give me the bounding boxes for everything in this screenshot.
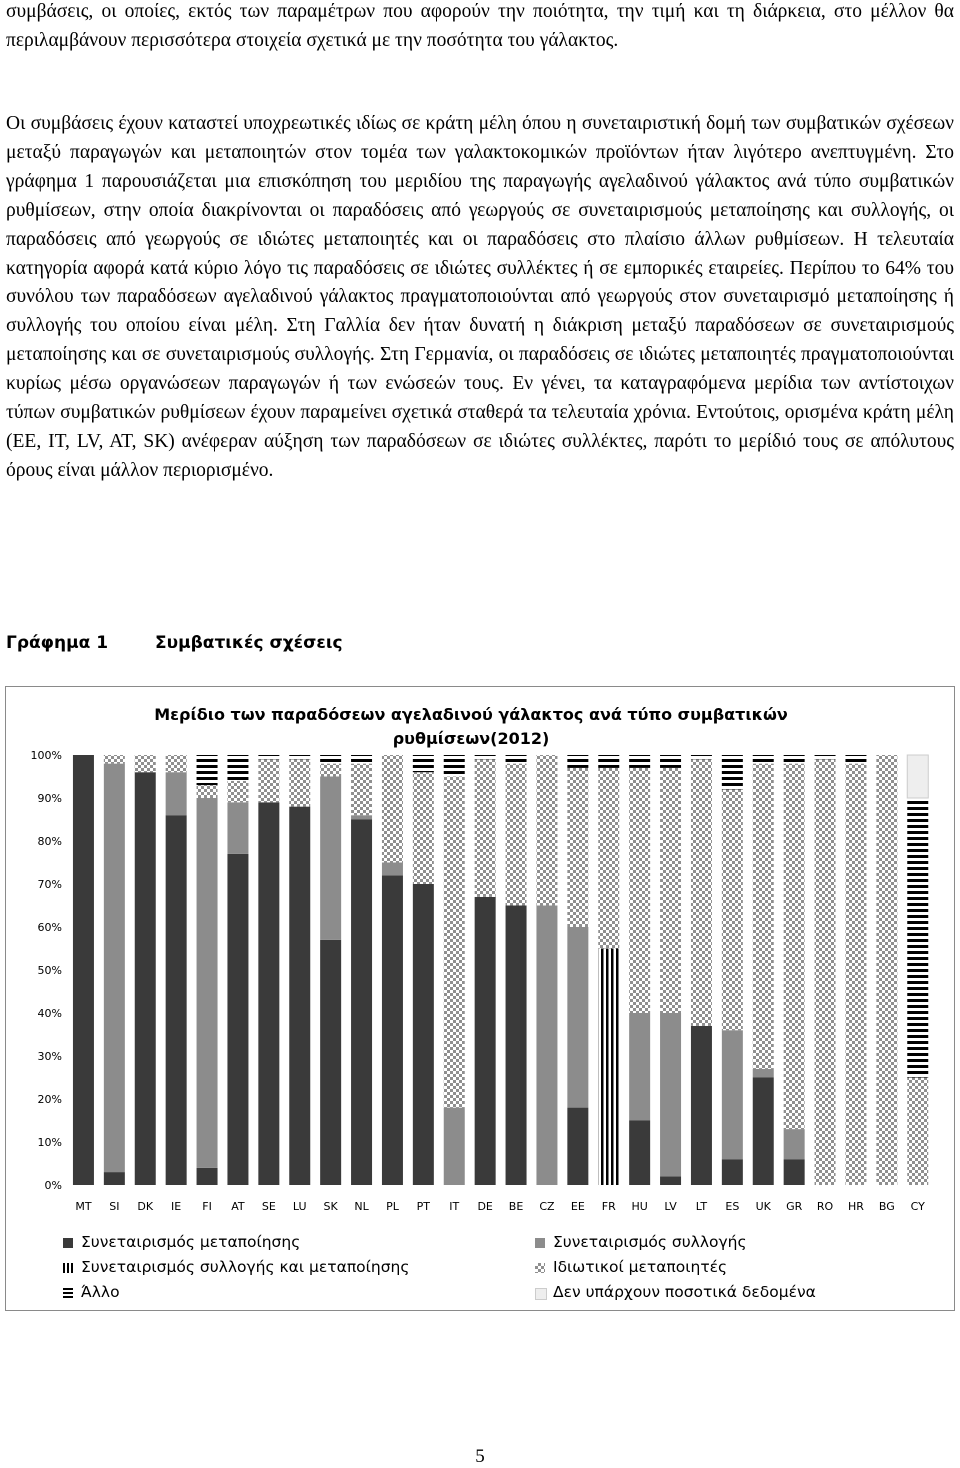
bar-segment-LT-3 bbox=[691, 759, 712, 1026]
x-tick-label: MT bbox=[75, 1200, 92, 1213]
legend-item bbox=[553, 1233, 747, 1251]
x-tick-label: CZ bbox=[539, 1200, 555, 1213]
bar-segment-EE-3 bbox=[567, 768, 588, 927]
legend-label: Συνεταιρισμός μεταποίησης bbox=[81, 1233, 301, 1251]
legend-label: Συνεταιρισμός συλλογής και μεταποίησης bbox=[81, 1258, 410, 1276]
bar-segment-CZ-1 bbox=[536, 906, 557, 1186]
y-tick-label: 30% bbox=[37, 1050, 62, 1063]
bar-segment-FR-2 bbox=[598, 949, 619, 1186]
x-tick-label: BG bbox=[878, 1200, 895, 1213]
x-tick-label: NL bbox=[354, 1200, 369, 1213]
bar-segment-GR-3 bbox=[784, 764, 805, 1130]
bar-segment-ES-1 bbox=[722, 1030, 743, 1159]
bar-segment-LT-4 bbox=[691, 755, 712, 759]
bar-segment-IT-1 bbox=[444, 1108, 465, 1185]
bar-segment-DE-4 bbox=[475, 755, 496, 759]
legend-swatch bbox=[63, 1288, 73, 1298]
bar-segment-LV-1 bbox=[660, 1013, 681, 1176]
y-tick-label: 20% bbox=[37, 1093, 62, 1106]
paragraph-2: Οι συμβάσεις έχουν καταστεί υποχρεωτικές ιδίως σε κράτη μέλη όπου η συνεταιριστική δομή των συμβατικών σχέσεων μεταξύ παραγωγών και μεταποιητών στον τομέα των γαλακτοκομικών προϊόντων ήταν λιγότερο ανεπτυγμένη. Στο γράφημα 1 παρουσιάζεται μια επισκόπηση του μεριδίου της παραγωγής αγελαδινού γάλακτος ανά τύπο συμβατικών ρυθμίσεων, στην οποία διακρίνονται οι παραδόσεις από γεωργούς σε συνεταιρισμούς μεταποίησης και συλλογής, οι παραδόσεις από γεωργούς σε ιδιώτες μεταποιητές και οι παραδόσεις στο πλαίσιο άλλων ρυθμίσεων. Η τελευταία κατηγορία αφορά κατά κύριο λόγο τις παραδόσεις σε ιδιώτες συλλέκτες ή σε εμπορικές εταιρείες. Περίπου το 64% του συνόλου των παραδόσεων αγελαδινού γάλακτος πραγματοποιούνται από γεωργούς στον συνεταιρισμό μεταποίησης ή συλλογής του οποίου είναι μέλη. Στη Γαλλία δεν ήταν δυνατή η διάκριση μεταξύ παραδόσεων σε συνεταιρισμούς μεταποίησης και σε συνεταιρισμούς συλλογής. Στη Γερμανία, οι παραδόσεις σε ιδιώτες μεταποιητές πραγματοποιούνται κυρίως μέσω οργανώσεων παραγωγών ή των ενώσεών τους. Εν γένει, τα καταγραφόμενα μερίδια των αντίστοιχων τύπων συμβατικών ρυθμίσεων έχουν παραμείνει σχετικά σταθερά τα τελευταία χρόνια. Εντούτοις, ορισμένα κράτη μέλη (EE, IT, LV, AT, SK) ανέφεραν αύξηση των παραδόσεων σε ιδιώτες συλλέκτες, παρότι το μερίδιό τους σε απόλυτους όρους είναι μάλλον περιορισμένο. bbox=[6, 113, 954, 481]
bar-segment-DK-0 bbox=[135, 772, 156, 1185]
x-tick-label: LV bbox=[664, 1200, 677, 1213]
bar-segment-ES-3 bbox=[722, 789, 743, 1030]
x-tick-label: PL bbox=[386, 1200, 399, 1213]
bar-segment-RO-3 bbox=[815, 759, 836, 1185]
bar-segment-UK-3 bbox=[753, 764, 774, 1069]
bar-segment-SI-3 bbox=[104, 755, 125, 764]
bar-segment-NL-1 bbox=[351, 815, 372, 819]
bar-segment-FR-3 bbox=[598, 768, 619, 949]
bar-segment-CY-5 bbox=[907, 755, 928, 798]
bar-segment-AT-1 bbox=[227, 802, 248, 854]
bar-segment-SI-0 bbox=[104, 1172, 125, 1185]
page-number: 5 bbox=[475, 1446, 485, 1467]
x-tick-label: SE bbox=[261, 1200, 276, 1213]
x-tick-label: HR bbox=[847, 1200, 864, 1213]
bar-segment-UK-1 bbox=[753, 1069, 774, 1078]
bar-segment-DE-3 bbox=[475, 759, 496, 897]
legend-item bbox=[81, 1283, 120, 1301]
legend-label: Δεν υπάρχουν ποσοτικά δεδομένα bbox=[553, 1283, 816, 1301]
bar-segment-EE-1 bbox=[567, 927, 588, 1108]
bar-segment-PL-1 bbox=[382, 863, 403, 876]
legend-swatch bbox=[63, 1263, 73, 1273]
stacked-bar-chart bbox=[6, 687, 954, 1310]
bar-segment-BE-3 bbox=[506, 764, 527, 906]
bar-segment-GR-1 bbox=[784, 1129, 805, 1159]
chart-frame bbox=[5, 686, 955, 1311]
legend-label: Άλλο bbox=[81, 1283, 120, 1301]
bar-segment-SK-3 bbox=[320, 764, 341, 777]
bar-segment-GR-4 bbox=[784, 755, 805, 764]
x-tick-label: SK bbox=[323, 1200, 338, 1213]
y-tick-label: 60% bbox=[37, 921, 62, 934]
x-tick-label: BE bbox=[508, 1200, 524, 1213]
bar-segment-SI-1 bbox=[104, 764, 125, 1173]
bar-segment-RO-4 bbox=[815, 755, 836, 759]
bar-segment-IE-1 bbox=[166, 772, 187, 815]
y-tick-label: 40% bbox=[37, 1007, 62, 1020]
bar-segment-NL-4 bbox=[351, 755, 372, 764]
x-tick-label: FR bbox=[601, 1200, 616, 1213]
x-tick-label: UK bbox=[755, 1200, 771, 1213]
bar-segment-LU-3 bbox=[289, 759, 310, 806]
bar-segment-BG-3 bbox=[876, 755, 897, 1185]
y-tick-label: 50% bbox=[37, 964, 62, 977]
bar-segment-PL-3 bbox=[382, 755, 403, 863]
bar-segment-EE-0 bbox=[567, 1108, 588, 1185]
bar-segment-NL-0 bbox=[351, 820, 372, 1186]
bar-segment-FI-4 bbox=[197, 755, 218, 785]
x-tick-label: LT bbox=[695, 1200, 708, 1213]
x-tick-label: AT bbox=[231, 1200, 245, 1213]
x-tick-label: HU bbox=[631, 1200, 648, 1213]
x-tick-label: DK bbox=[137, 1200, 154, 1213]
x-tick-label: EE bbox=[570, 1200, 585, 1213]
x-tick-label: PT bbox=[416, 1200, 431, 1213]
legend-swatch bbox=[535, 1288, 547, 1300]
bar-segment-HU-1 bbox=[629, 1013, 650, 1121]
x-tick-label: ES bbox=[725, 1200, 740, 1213]
bar-segment-GR-0 bbox=[784, 1159, 805, 1185]
bar-segment-AT-4 bbox=[227, 755, 248, 781]
y-tick-label: 100% bbox=[30, 749, 62, 762]
bar-segment-ES-4 bbox=[722, 755, 743, 789]
bar-segment-PT-4 bbox=[413, 755, 434, 772]
legend-swatch bbox=[535, 1238, 545, 1248]
bar-segment-AT-3 bbox=[227, 781, 248, 803]
bar-segment-FI-0 bbox=[197, 1168, 218, 1185]
bar-segment-SE-0 bbox=[258, 802, 279, 1185]
bar-segment-IE-3 bbox=[166, 755, 187, 772]
bar-segment-FR-4 bbox=[598, 755, 619, 768]
legend-item bbox=[553, 1258, 727, 1276]
x-tick-label: FI bbox=[202, 1200, 212, 1213]
bar-segment-HU-0 bbox=[629, 1121, 650, 1186]
bar-segment-EE-4 bbox=[567, 755, 588, 768]
bar-segment-IT-4 bbox=[444, 755, 465, 777]
chart-title-line-1: Μερίδιο των παραδόσεων αγελαδινού γάλακτος ανά τύπο συμβατικών bbox=[154, 705, 788, 724]
bar-segment-IE-0 bbox=[166, 815, 187, 1185]
bar-segment-SE-4 bbox=[258, 755, 279, 759]
bar-segment-IT-3 bbox=[444, 777, 465, 1108]
legend-label: Ιδιωτικοί μεταποιητές bbox=[553, 1258, 728, 1276]
bar-segment-LU-4 bbox=[289, 755, 310, 759]
x-tick-label: RO bbox=[816, 1200, 834, 1213]
bar-segment-CY-4 bbox=[907, 798, 928, 1078]
bar-segment-BE-0 bbox=[506, 906, 527, 1186]
bar-segment-FI-3 bbox=[197, 785, 218, 798]
bar-segment-NL-3 bbox=[351, 764, 372, 816]
paragraph-1: συμβάσεις, οι οποίες, εκτός των παραμέτρων που αφορούν την ποιότητα, την τιμή και τη διάρκεια, στο μέλλον θα περιλαμβάνουν περισσότερα στοιχεία σχετικά με την ποσότητα του γάλακτος. bbox=[6, 1, 954, 51]
bar-segment-CY-3 bbox=[907, 1078, 928, 1186]
figure-label: Γράφημα 1 bbox=[6, 633, 109, 653]
bar-segment-FI-1 bbox=[197, 798, 218, 1168]
y-tick-label: 0% bbox=[44, 1179, 62, 1192]
bar-segment-LV-4 bbox=[660, 755, 681, 768]
bar-segment-SE-3 bbox=[258, 759, 279, 802]
x-tick-label: DE bbox=[477, 1200, 493, 1213]
bar-segment-SK-4 bbox=[320, 755, 341, 764]
bar-segment-HU-4 bbox=[629, 755, 650, 768]
bar-segment-UK-4 bbox=[753, 755, 774, 764]
x-tick-label: LU bbox=[292, 1200, 307, 1213]
legend-swatch bbox=[63, 1238, 73, 1248]
y-tick-label: 70% bbox=[37, 878, 62, 891]
bar-segment-ES-0 bbox=[722, 1159, 743, 1185]
bar-segment-PL-0 bbox=[382, 875, 403, 1185]
legend-item bbox=[553, 1283, 816, 1301]
bar-segment-HU-3 bbox=[629, 768, 650, 1013]
x-tick-label: CY bbox=[910, 1200, 925, 1213]
bar-segment-SK-1 bbox=[320, 777, 341, 940]
legend-swatch bbox=[535, 1263, 545, 1273]
bar-segment-AT-0 bbox=[227, 854, 248, 1185]
bar-segment-LV-0 bbox=[660, 1176, 681, 1185]
bar-segment-UK-0 bbox=[753, 1078, 774, 1186]
bar-segment-LV-3 bbox=[660, 768, 681, 1013]
y-tick-label: 80% bbox=[37, 835, 62, 848]
x-tick-label: IT bbox=[449, 1200, 460, 1213]
chart-title-line-2: ρυθμίσεων(2012) bbox=[392, 729, 550, 748]
figure-title: Συμβατικές σχέσεις bbox=[155, 633, 343, 653]
bar-segment-MT-0 bbox=[73, 755, 94, 1185]
bar-segment-DK-3 bbox=[135, 755, 156, 772]
x-tick-label: SI bbox=[109, 1200, 120, 1213]
y-tick-label: 90% bbox=[37, 792, 62, 805]
bar-segment-LU-0 bbox=[289, 807, 310, 1185]
x-tick-label: GR bbox=[786, 1200, 803, 1213]
legend-item bbox=[81, 1258, 409, 1276]
bar-segment-HR-4 bbox=[845, 755, 866, 764]
bar-segment-PT-0 bbox=[413, 884, 434, 1185]
x-tick-label: IE bbox=[171, 1200, 182, 1213]
bar-segment-PT-3 bbox=[413, 772, 434, 884]
bar-segment-LT-0 bbox=[691, 1026, 712, 1185]
bar-segment-SK-0 bbox=[320, 940, 341, 1185]
y-tick-label: 10% bbox=[37, 1136, 62, 1149]
bar-segment-CZ-3 bbox=[536, 755, 557, 906]
legend-item bbox=[81, 1233, 300, 1251]
legend-label: Συνεταιρισμός συλλογής bbox=[553, 1233, 747, 1251]
bar-segment-HR-3 bbox=[845, 764, 866, 1185]
bar-segment-DE-0 bbox=[475, 897, 496, 1185]
bar-segment-BE-4 bbox=[506, 755, 527, 764]
